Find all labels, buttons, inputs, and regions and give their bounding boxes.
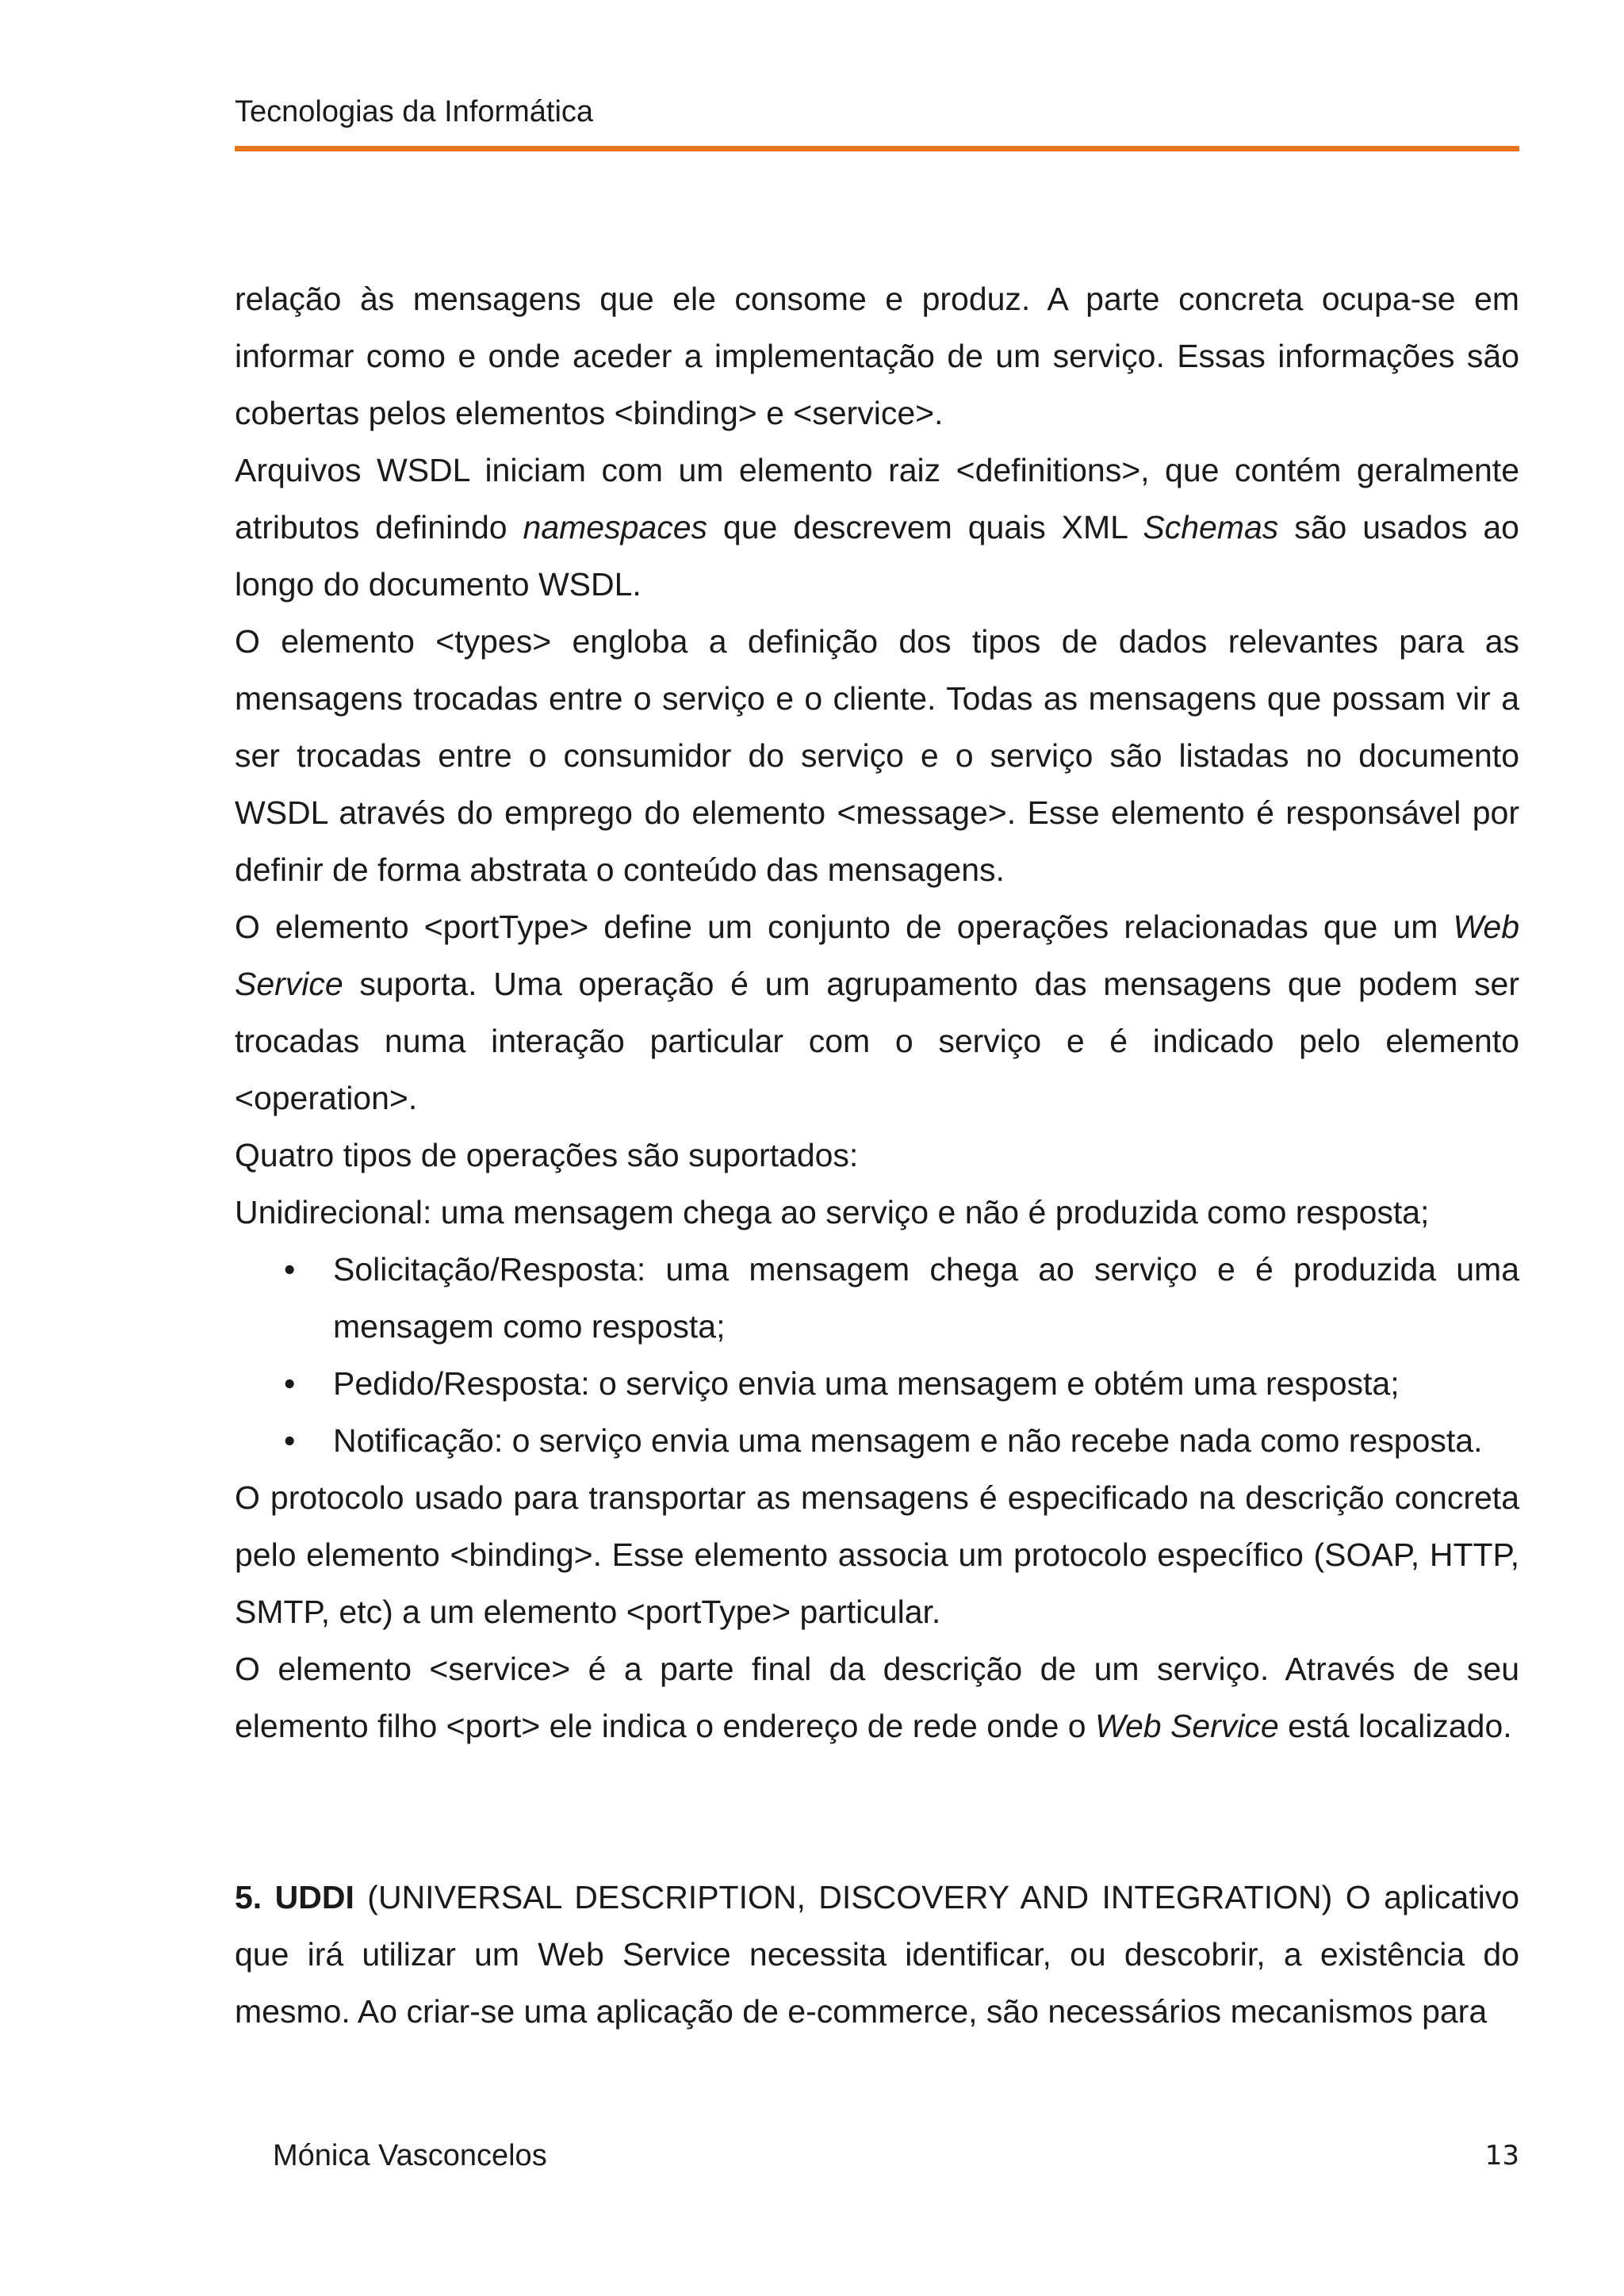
emphasis: Web Service (1095, 1708, 1279, 1744)
paragraph: relação às mensagens que ele consome e produz. A parte concreta ocupa-se em informar como e onde aceder a implementação de um serviço. Essas informações são cobertas pelos elementos <binding> e <service>. (235, 281, 1519, 431)
list-item (235, 1355, 1519, 1412)
page-number: 13 (1484, 2140, 1519, 2172)
section-uddi (235, 1869, 1519, 2040)
list-item-text: Solicitação/Resposta: uma mensagem chega ao serviço e é produzida uma mensagem como resposta; (333, 1251, 1519, 1345)
emphasis: namespaces (523, 509, 707, 545)
paragraph: O elemento <types> engloba a definição dos tipos de dados relevantes para as mensagens trocadas entre o serviço e o cliente. Todas as mensagens que possam vir a ser trocadas entre o consumidor do serviço e o serviço são listadas no documento WSDL através do emprego do elemento <message>. Esse elemento é responsável por definir de forma abstrata o conteúdo das mensagens. (235, 623, 1519, 888)
list-item-text: Notificação: o serviço envia uma mensagem e não recebe nada como resposta. (333, 1422, 1483, 1459)
text-run: está localizado. (1278, 1708, 1512, 1744)
footer-author: Mónica Vasconcelos (273, 2139, 547, 2172)
text-run: que descrevem quais XML (707, 509, 1143, 545)
emphasis: Schemas (1143, 509, 1279, 545)
bullet-icon: • (284, 1251, 296, 1288)
header-rule (235, 146, 1519, 151)
list-item (235, 1241, 1519, 1355)
paragraph: Unidirecional: uma mensagem chega ao serviço e não é produzida como resposta; (235, 1194, 1430, 1230)
header-title: Tecnologias da Informática (235, 95, 594, 128)
text-run: O elemento <service> é a parte final da descrição de um serviço. Através de seu elemento filho <port> ele indica o endereço de rede onde o (235, 1651, 1519, 1744)
document-body (235, 270, 1519, 2040)
section-heading: 5. UDDI (235, 1879, 354, 1915)
paragraph: Quatro tipos de operações são suportados: (235, 1137, 859, 1173)
list-item-text: Pedido/Resposta: o serviço envia uma mensagem e obtém uma resposta; (333, 1365, 1400, 1402)
operation-types-list (235, 1241, 1519, 1469)
emphasis: Web Service (235, 909, 1519, 1002)
paragraph: O protocolo usado para transportar as mensagens é especificado na descrição concreta pelo elemento <binding>. Esse elemento associa um protocolo específico (SOAP, HTTP, SMTP, etc) a um elemento <portType> particular. (235, 1479, 1519, 1630)
bullet-icon: • (284, 1422, 296, 1459)
page-header (235, 94, 1519, 151)
text-run: O elemento <portType> define um conjunto de operações relacionadas que um (235, 909, 1454, 945)
list-item (235, 1412, 1519, 1469)
text-run: Arquivos WSDL iniciam com um elemento raiz <definitions>, que contém geralmente atributos definindo (235, 452, 1519, 545)
paragraph (235, 1640, 1519, 1755)
paragraph (235, 442, 1519, 613)
text-run: suporta. Uma operação é um agrupamento das mensagens que podem ser trocadas numa interação particular com o serviço e é indicado pelo elemento <operation>. (235, 966, 1519, 1116)
paragraph (235, 898, 1519, 1127)
text-run: são usados ao longo do documento WSDL. (235, 509, 1519, 603)
text-run: (UNIVERSAL DESCRIPTION, DISCOVERY AND INTEGRATION) O aplicativo que irá utilizar um Web Service necessita identificar, ou descobrir, a existência do mesmo. Ao criar-se uma aplicação de e-commerce, são necessários mecanismos para (235, 1879, 1519, 2030)
bullet-icon: • (284, 1365, 296, 1402)
